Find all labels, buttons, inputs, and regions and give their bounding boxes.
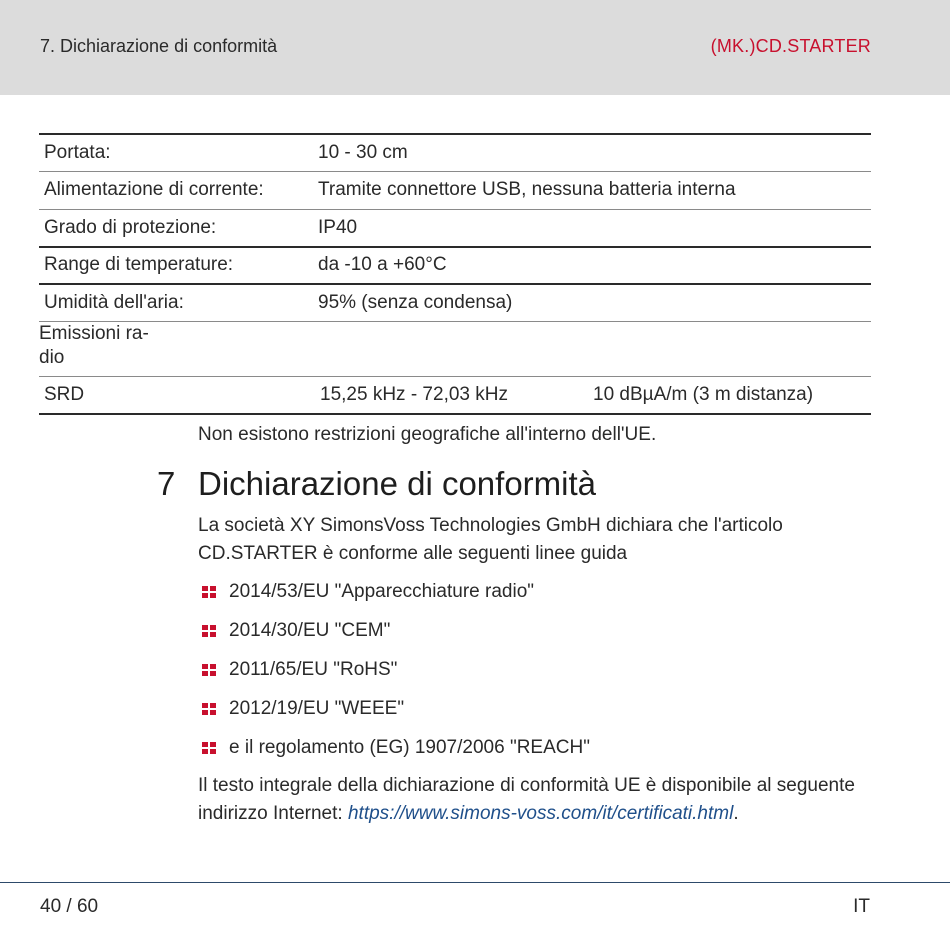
spec-table: [39, 133, 871, 415]
intro-paragraph: La società XY SimonsVoss Technologies GmbH dichiara che l'articolo CD.STARTER è conforme alle seguenti linee guida: [198, 515, 783, 564]
square-bullet-icon: [202, 742, 216, 754]
spec-value: da -10 a +60°C: [318, 254, 447, 276]
list-item-text: 2012/19/EU "WEEE": [229, 698, 405, 719]
list-item: [202, 695, 590, 734]
page-number: 40 / 60: [40, 896, 99, 917]
square-bullet-icon: [202, 625, 216, 637]
radio-emissions-label-line1: Emissioni ra-: [39, 323, 149, 344]
certificates-link[interactable]: https://www.simons-voss.com/it/certificati.html: [347, 803, 734, 824]
closing-text: Il testo integrale della dichiarazione di conformità UE è disponibile al seguente indirizzo Internet:: [198, 775, 855, 824]
geographic-note: Non esistono restrizioni geografiche all'interno dell'UE.: [198, 424, 657, 445]
list-item: [202, 578, 590, 617]
list-item-text: 2011/65/EU "RoHS": [229, 659, 398, 680]
spec-label: Portata:: [44, 142, 111, 163]
list-item-text: 2014/53/EU "Apparecchiature radio": [229, 581, 535, 602]
spec-label: Umidità dell'aria:: [44, 292, 184, 313]
spec-value: Tramite connettore USB, nessuna batteria interna: [318, 179, 736, 201]
list-item-text: 2014/30/EU "CEM": [229, 620, 391, 641]
srd-label: SRD: [44, 384, 85, 405]
closing-paragraph: [198, 772, 878, 828]
spec-row: [39, 172, 871, 210]
list-item: [202, 617, 590, 656]
spec-value: IP40: [318, 216, 358, 238]
header-section-title: 7. Dichiarazione di conformità: [40, 36, 278, 56]
footer-divider: [0, 882, 950, 883]
page-header: [0, 0, 950, 95]
radio-emissions-label: [39, 322, 313, 377]
spec-value: 10 - 30 cm: [318, 142, 408, 163]
section-number: 7: [157, 465, 176, 502]
spec-row: [39, 284, 871, 322]
spec-label: Alimentazione di corrente:: [44, 179, 264, 201]
spec-row-radio: [39, 322, 871, 377]
spec-row: [39, 134, 871, 172]
list-item: [202, 656, 590, 695]
list-item: [202, 734, 590, 773]
radio-emissions-label-line2: dio: [39, 347, 65, 368]
spec-row-srd: [39, 377, 871, 415]
spec-row: [39, 247, 871, 285]
language-code: IT: [853, 896, 870, 917]
square-bullet-icon: [202, 664, 216, 676]
section-title: Dichiarazione di conformità: [198, 465, 597, 502]
list-item-text: e il regolamento (EG) 1907/2006 "REACH": [229, 737, 590, 758]
spec-label: Range di temperature:: [44, 254, 234, 276]
spec-row: [39, 209, 871, 247]
closing-end: .: [733, 803, 739, 824]
spec-value: 95% (senza condensa): [318, 292, 513, 313]
square-bullet-icon: [202, 703, 216, 715]
srd-frequency: 15,25 kHz - 72,03 kHz: [320, 384, 508, 405]
square-bullet-icon: [202, 586, 216, 598]
header-product-name: (MK.)CD.STARTER: [710, 36, 871, 56]
srd-power: 10 dBµA/m (3 m distanza): [593, 384, 814, 405]
spec-label: Grado di protezione:: [44, 216, 217, 238]
directive-list: [202, 578, 590, 773]
